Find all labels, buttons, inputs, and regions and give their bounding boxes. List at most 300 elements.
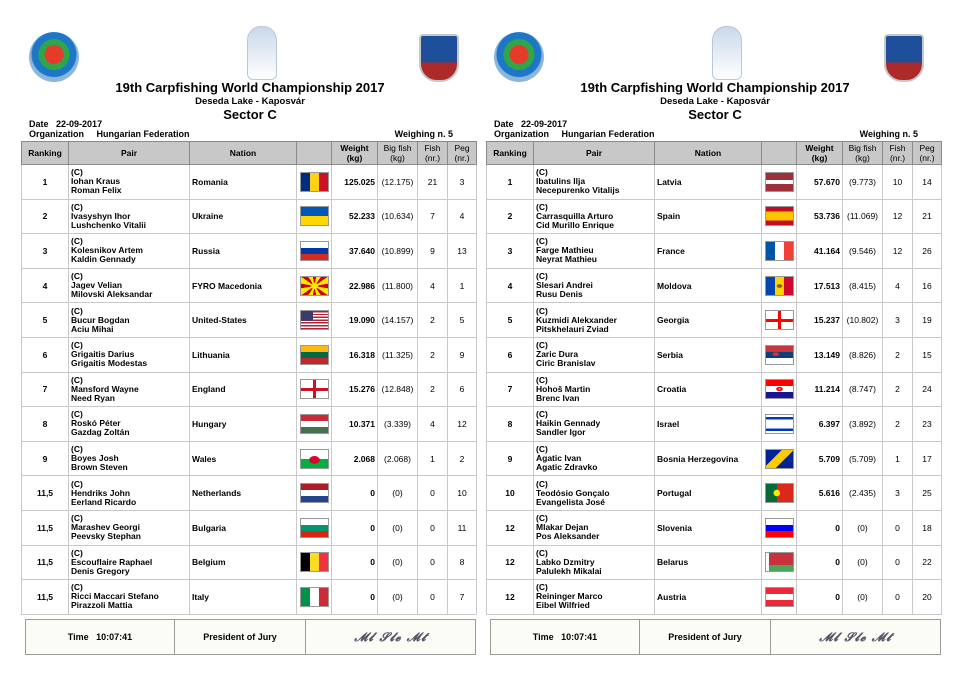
pair-angler-2: Kaldin Gennady [71,254,136,265]
fish-count-cell: 2 [418,372,448,407]
peg-cell: 4 [448,199,477,234]
flag-cell [297,441,332,476]
nation-cell: Moldova [655,268,762,303]
table-row [22,234,477,269]
pair-angler-1: Escouflaire Raphael [71,556,153,567]
table-row [22,545,477,580]
pair-angler-1: Ricci Maccari Stefano [71,591,159,602]
pair-angler-2: Need Ryan [71,392,115,403]
peg-cell: 16 [913,268,942,303]
fish-count-cell: 3 [883,476,913,511]
fish-count-cell: 0 [418,580,448,615]
rank-cell: 10 [487,476,534,511]
bigfish-cell: (11.800) [378,268,418,303]
date-value: 22-09-2017 [56,119,103,129]
pair-category: (C) [71,305,83,316]
bigfish-cell: (12.848) [378,372,418,407]
pair-angler-2: Rusu Denis [536,289,583,300]
pair-angler-1: Iohan Kraus [71,176,121,187]
peg-cell: 21 [913,199,942,234]
pair-category: (C) [71,582,83,593]
flag-cell [297,476,332,511]
organizer-shield-icon [884,34,924,82]
flag-cell [762,580,797,615]
rank-cell: 8 [487,407,534,442]
nation-cell: Italy [190,580,297,615]
pair-cell [69,337,190,372]
pair-cell [69,268,190,303]
bosnia-flag-icon [765,449,794,469]
date-line [29,119,102,129]
fish-count-cell: 10 [883,165,913,200]
date-value: 22-09-2017 [521,119,568,129]
flag-cell [762,545,797,580]
sector-title: Sector C [223,107,277,122]
weight-cell: 16.318 [332,337,378,372]
weight-cell: 5.616 [797,476,843,511]
table-row [22,303,477,338]
peg-cell: 14 [913,165,942,200]
signature-cell [306,620,475,654]
fish-count-cell: 4 [418,268,448,303]
pair-angler-2: Pitskhelauri Zviad [536,323,609,334]
pair-angler-2: Peevsky Stephan [71,531,141,542]
bigfish-cell: (8.747) [843,372,883,407]
bigfish-cell: (3.339) [378,407,418,442]
pair-category: (C) [71,167,83,178]
peg-cell: 10 [448,476,477,511]
pair-category: (C) [536,409,548,420]
col-peg: Peg (nr.) [448,142,477,165]
flag-cell [762,441,797,476]
rank-cell: 7 [487,372,534,407]
flag-cell [762,303,797,338]
peg-cell: 15 [913,337,942,372]
italy-flag-icon [300,587,329,607]
weight-cell: 11.214 [797,372,843,407]
weight-cell: 15.237 [797,303,843,338]
table-row [22,510,477,545]
peg-cell: 5 [448,303,477,338]
rank-cell: 11,5 [22,476,69,511]
pair-angler-1: Farge Mathieu [536,245,594,256]
nation-cell: Belgium [190,545,297,580]
date-label: Date [29,119,49,129]
weight-cell: 19.090 [332,303,378,338]
organization-value: Hungarian Federation [96,129,190,139]
pair-category: (C) [536,340,548,351]
macedonia-flag-icon [300,276,329,296]
table-row [487,545,942,580]
pair-cell [69,441,190,476]
bigfish-cell: (2.068) [378,441,418,476]
weight-cell: 15.276 [332,372,378,407]
pair-angler-1: Zaric Dura [536,349,579,360]
table-row [487,268,942,303]
pair-angler-2: Pos Aleksander [536,531,600,542]
president-cell: President of Jury [640,620,771,654]
rank-cell: 4 [487,268,534,303]
peg-cell: 19 [913,303,942,338]
pair-cell [534,407,655,442]
col-bigfish: Big fish (kg) [843,142,883,165]
logos [17,26,483,86]
rank-cell: 5 [22,303,69,338]
pair-angler-1: Hohoš Martin [536,383,591,394]
pair-cell [69,545,190,580]
pair-cell [534,441,655,476]
bigfish-cell: (0) [843,545,883,580]
flag-cell [297,407,332,442]
fish-count-cell: 0 [883,545,913,580]
peg-cell: 6 [448,372,477,407]
rank-cell: 5 [487,303,534,338]
israel-flag-icon [765,414,794,434]
croatia-flag-icon [765,379,794,399]
weight-cell: 0 [332,476,378,511]
footer [490,619,941,655]
bigfish-cell: (10.634) [378,199,418,234]
flag-cell [297,199,332,234]
flag-cell [762,510,797,545]
flag-cell [297,303,332,338]
pair-angler-2: Sandler Igor [536,427,586,438]
pair-cell [69,476,190,511]
results-table [486,141,942,615]
nation-cell: Hungary [190,407,297,442]
pair-angler-1: Jagev Velian [71,280,123,291]
pair-angler-1: Roskó Péter [71,418,121,429]
bigfish-cell: (0) [843,510,883,545]
pair-category: (C) [71,409,83,420]
signature-cell [771,620,940,654]
nation-cell: Latvia [655,165,762,200]
col-pair: Pair [69,142,190,165]
pair-category: (C) [71,340,83,351]
table-row [22,199,477,234]
moldova-flag-icon [765,276,794,296]
col-bigfish: Big fish (kg) [378,142,418,165]
pair-angler-1: Marashev Georgi [71,522,140,533]
pair-angler-1: Hendriks John [71,487,131,498]
federation-logo-icon [494,32,544,82]
time-cell [491,620,640,654]
rank-cell: 11,5 [22,580,69,615]
usa-flag-icon [300,310,329,330]
fish-count-cell: 12 [883,234,913,269]
peg-cell: 26 [913,234,942,269]
pair-cell [534,234,655,269]
belgium-flag-icon [300,552,329,572]
pair-category: (C) [536,201,548,212]
table-row [487,510,942,545]
table-row [22,165,477,200]
weight-cell: 6.397 [797,407,843,442]
peg-cell: 12 [448,407,477,442]
organization-label: Organization [494,129,550,139]
peg-cell: 8 [448,545,477,580]
pair-angler-1: Ibatulins Ilja [536,176,586,187]
flag-cell [762,234,797,269]
rank-cell: 11,5 [22,545,69,580]
pair-category: (C) [536,374,548,385]
col-flag [297,142,332,165]
results-sheet-left [17,0,483,677]
table-header [22,142,477,165]
weight-cell: 0 [797,580,843,615]
weight-cell: 2.068 [332,441,378,476]
pair-angler-2: Neyrat Mathieu [536,254,597,265]
flag-cell [762,407,797,442]
bigfish-cell: (8.415) [843,268,883,303]
col-fish: Fish (nr.) [883,142,913,165]
time-value: 10:07:41 [96,632,133,642]
table-row [487,234,942,269]
rank-cell: 9 [487,441,534,476]
table-row [22,476,477,511]
peg-cell: 22 [913,545,942,580]
pair-category: (C) [536,547,548,558]
pair-category: (C) [71,374,83,385]
fish-count-cell: 21 [418,165,448,200]
weighing-number: Weighing n. 5 [394,129,453,139]
fish-count-cell: 2 [883,407,913,442]
pair-cell [534,510,655,545]
pair-category: (C) [536,305,548,316]
flag-cell [297,337,332,372]
pair-cell [69,234,190,269]
pair-cell [69,407,190,442]
col-fish: Fish (nr.) [418,142,448,165]
weight-cell: 0 [332,545,378,580]
pair-category: (C) [536,236,548,247]
organization-value: Hungarian Federation [561,129,655,139]
date-line [494,119,567,129]
wales-flag-icon [300,449,329,469]
table-row [22,441,477,476]
weight-cell: 0 [332,580,378,615]
pair-cell [534,372,655,407]
hungary-flag-icon [300,414,329,434]
pair-angler-2: Denis Gregory [71,565,130,576]
pair-angler-2: Milovski Aleksandar [71,289,153,300]
rank-cell: 3 [22,234,69,269]
flag-cell [762,337,797,372]
organization-line [29,129,190,139]
weight-cell: 17.513 [797,268,843,303]
flag-cell [297,545,332,580]
pair-cell [69,303,190,338]
bigfish-cell: (14.157) [378,303,418,338]
weight-cell: 125.025 [332,165,378,200]
col-weight: Weight (kg) [332,142,378,165]
col-pair: Pair [534,142,655,165]
pair-cell [534,199,655,234]
time-cell [26,620,175,654]
organizer-shield-icon [419,34,459,82]
pair-cell [534,303,655,338]
weight-cell: 57.670 [797,165,843,200]
spain-flag-icon [765,206,794,226]
table-row [487,476,942,511]
fish-count-cell: 0 [418,476,448,511]
peg-cell: 2 [448,441,477,476]
pair-cell [69,199,190,234]
nation-cell: England [190,372,297,407]
pair-cell [534,545,655,580]
pair-angler-2: Agatic Zdravko [536,462,598,473]
flag-cell [297,580,332,615]
time-label: Time [67,632,89,642]
portugal-flag-icon [765,483,794,503]
pair-angler-1: Boyes Josh [71,453,119,464]
col-flag [762,142,797,165]
pair-angler-2: Gazdag Zoltán [71,427,130,438]
nation-cell: Serbia [655,337,762,372]
rank-cell: 12 [487,510,534,545]
nation-cell: France [655,234,762,269]
pair-angler-1: Kolesnikov Artem [71,245,143,256]
rank-cell: 1 [487,165,534,200]
fish-count-cell: 9 [418,234,448,269]
fish-count-cell: 4 [418,407,448,442]
table-row [22,580,477,615]
weight-cell: 10.371 [332,407,378,442]
pair-angler-2: Palulekh Mikalai [536,565,602,576]
pair-category: (C) [71,271,83,282]
signature-icon: 𝓜𝓵 𝓢𝓵𝓮 𝓜𝓽 [819,629,892,644]
bigfish-cell: (0) [378,545,418,580]
results-table [21,141,477,615]
pair-angler-1: Teodósio Gonçalo [536,487,610,498]
nation-cell: Spain [655,199,762,234]
championship-logo-icon [247,26,277,80]
weight-cell: 0 [797,510,843,545]
bigfish-cell: (8.826) [843,337,883,372]
results-sheet-right [482,0,948,677]
date-label: Date [494,119,514,129]
table-row [487,407,942,442]
flag-cell [762,372,797,407]
fish-count-cell: 1 [418,441,448,476]
russia-flag-icon [300,241,329,261]
weight-cell: 53.736 [797,199,843,234]
venue-subtitle: Deseda Lake - Kaposvár [195,96,305,107]
bigfish-cell: (12.175) [378,165,418,200]
pair-angler-2: Brenc Ivan [536,392,580,403]
peg-cell: 11 [448,510,477,545]
table-row [487,199,942,234]
nation-cell: Wales [190,441,297,476]
flag-cell [297,372,332,407]
bigfish-cell: (5.709) [843,441,883,476]
fish-count-cell: 3 [883,303,913,338]
pair-category: (C) [71,547,83,558]
nation-cell: FYRO Macedonia [190,268,297,303]
pair-category: (C) [536,167,548,178]
pair-cell [69,510,190,545]
fish-count-cell: 7 [418,199,448,234]
time-value: 10:07:41 [561,632,598,642]
peg-cell: 24 [913,372,942,407]
england-flag-icon [300,379,329,399]
weight-cell: 37.640 [332,234,378,269]
pair-angler-2: Cid Murillo Enrique [536,219,614,230]
flag-cell [762,268,797,303]
page-title: 19th Carpfishing World Championship 2017 [115,80,385,95]
table-row [487,372,942,407]
nation-cell: Slovenia [655,510,762,545]
pair-angler-2: Ciric Branislav [536,358,596,369]
nation-cell: Ukraine [190,199,297,234]
belarus-flag-icon [765,552,794,572]
weight-cell: 52.233 [332,199,378,234]
weight-cell: 5.709 [797,441,843,476]
nation-cell: Belarus [655,545,762,580]
bigfish-cell: (0) [378,510,418,545]
fish-count-cell: 2 [883,372,913,407]
fish-count-cell: 2 [883,337,913,372]
fish-count-cell: 1 [883,441,913,476]
pair-angler-2: Eerland Ricardo [71,496,137,507]
austria-flag-icon [765,587,794,607]
pair-category: (C) [71,478,83,489]
nation-cell: Bosnia Herzegovina [655,441,762,476]
pair-cell [69,580,190,615]
footer [25,619,476,655]
bigfish-cell: (0) [378,476,418,511]
serbia-flag-icon [765,345,794,365]
bigfish-cell: (0) [843,580,883,615]
weight-cell: 0 [332,510,378,545]
flag-cell [297,268,332,303]
table-row [487,165,942,200]
table-row [487,441,942,476]
lithuania-flag-icon [300,345,329,365]
fish-count-cell: 0 [418,545,448,580]
bigfish-cell: (11.069) [843,199,883,234]
flag-cell [297,234,332,269]
flag-cell [762,476,797,511]
peg-cell: 17 [913,441,942,476]
nation-cell: Croatia [655,372,762,407]
signature-icon: 𝓜𝓵 𝓢𝓵𝓮 𝓜𝓽 [354,629,427,644]
pair-angler-2: Pirazzoli Mattia [71,600,133,611]
fish-count-cell: 0 [883,580,913,615]
pair-cell [69,372,190,407]
table-row [22,407,477,442]
fish-count-cell: 4 [883,268,913,303]
rank-cell: 11,5 [22,510,69,545]
table-row [487,580,942,615]
peg-cell: 25 [913,476,942,511]
table-row [487,337,942,372]
peg-cell: 7 [448,580,477,615]
fish-count-cell: 0 [418,510,448,545]
pair-cell [534,476,655,511]
sector-title: Sector C [688,107,742,122]
fish-count-cell: 0 [883,510,913,545]
pair-category: (C) [536,478,548,489]
rank-cell: 3 [487,234,534,269]
peg-cell: 9 [448,337,477,372]
pair-angler-1: Mlakar Dejan [536,522,589,533]
pair-angler-2: Aciu Mihai [71,323,114,334]
weighing-number: Weighing n. 5 [859,129,918,139]
pair-category: (C) [71,444,83,455]
bigfish-cell: (10.802) [843,303,883,338]
table-row [487,303,942,338]
